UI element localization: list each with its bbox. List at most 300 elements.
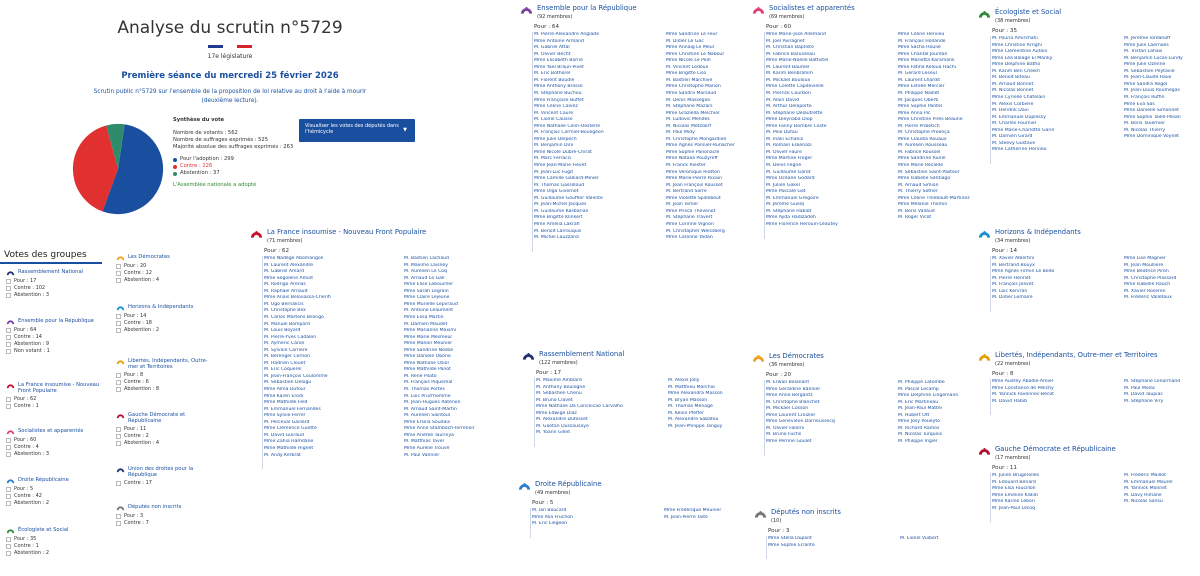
deputy-link[interactable]: M. Vincent Caure [534,110,574,116]
deputy-link[interactable]: M. Bérenger Cernon [264,354,310,360]
deputy-link[interactable]: M. Stéphane Hablot [766,208,812,214]
deputy-link[interactable]: M. Jean-Luc Fugit [534,169,574,175]
deputy-link[interactable]: M. Raphaël Arnault [264,288,308,294]
deputy-link[interactable]: M. Michel Lauzzana [534,235,579,241]
deputy-link[interactable]: Mme Nathalie Oziol [404,360,449,366]
deputy-link[interactable]: M. Ludovic Mendes [666,117,710,123]
deputy-link[interactable]: Mme Élise Leboucher [404,282,453,288]
deputy-link[interactable]: M. Bastien Marchive [666,77,713,83]
deputy-link[interactable]: M. Damien Maudet [404,321,448,327]
deputy-link[interactable]: Mme Marie-José Allemand [766,32,826,38]
deputy-link[interactable]: Mme Alia Fruchon [532,514,573,520]
deputy-link[interactable]: Mme Béatrice Piron [1124,269,1169,275]
group-name-row[interactable] [116,304,212,311]
deputy-link[interactable]: Mme Julie Laernoes [1124,42,1169,48]
deputy-link[interactable]: Mme Violette Spillebout [666,195,721,201]
deputy-link[interactable]: Mme Ersilia Soudais [404,419,451,425]
deputy-link[interactable]: M. Didier Le Gac [666,38,704,44]
deputy-link[interactable]: M. François Hollande [898,38,946,44]
deputy-link[interactable]: M. Ugo Bernalicis [264,301,304,307]
deputy-link[interactable]: M. Denis Masséglia [666,97,710,103]
deputy-link[interactable]: Mme Anthony Brosse [534,84,583,90]
deputy-link[interactable]: M. Jérémie Iordanoff [1124,36,1171,42]
deputy-link[interactable]: Mme Sandrine Nosbé [404,347,454,353]
deputy-link[interactable]: Mme Danièle Obono [404,354,451,360]
group-name-link[interactable]: La France insoumise - Nouveau Front Populaire [18,382,100,394]
deputy-link[interactable]: Mme Marie Récalde [898,163,944,169]
group-name-row[interactable] [116,412,212,424]
deputy-link[interactable]: M. Jean-Hugues Ratenon [404,400,461,406]
deputy-link[interactable]: M. Jean-François Coulomme [264,373,328,379]
deputy-link[interactable]: M. Christophe Mongardien [666,136,727,142]
deputy-link[interactable]: M. Thomas Portes [404,387,445,393]
deputy-link[interactable]: M. Jean-Michel Jacques [534,202,587,208]
deputy-link[interactable]: M. Frédéric Maillot [1124,473,1166,479]
deputy-link[interactable]: M. Steevy Gustave [992,140,1036,146]
deputy-link[interactable]: Mme Sylvie Ferrer [264,413,306,419]
deputy-link[interactable]: M. Philippe Vigier [898,439,938,445]
group-name-row[interactable] [6,382,102,394]
deputy-link[interactable]: Mme Christine Arrighi [992,42,1042,48]
deputy-link[interactable]: Mme Caroline Yadan [666,235,713,241]
deputy-link[interactable]: M. Hubert Ott [898,412,930,418]
deputy-link[interactable]: M. Éric Coquerel [264,367,302,373]
deputy-link[interactable]: M. Benjamin Dirx [534,143,574,149]
deputy-link[interactable]: M. Karim Ben Cheïkh [992,68,1040,74]
deputy-link[interactable]: M. David Taupiac [1124,392,1163,398]
deputy-link[interactable]: M. Lionel Vuibert [900,536,939,542]
deputy-link[interactable]: M. Mickaël Cosson [766,406,809,412]
deputy-link[interactable]: Mme Estelle Mercier [898,84,945,90]
deputy-link[interactable]: Mme Andrée Taurinya [404,432,454,438]
deputy-link[interactable]: Mme Océane Godard [766,176,815,182]
deputy-link[interactable]: M. Sylvain Carrière [264,347,308,353]
deputy-link[interactable]: Mme Nicole Dubré-Chirat [534,149,592,155]
deputy-link[interactable]: Mme Corinne Vignon [666,221,714,227]
deputy-link[interactable]: M. Gérard Leseul [898,71,937,77]
deputy-link[interactable]: Mme Fatiha Keloua Hachi [898,64,956,70]
group-name-row[interactable] [116,358,212,370]
deputy-link[interactable]: Mme Florence Herouin-Léautey [766,221,838,227]
deputy-link[interactable]: M. Xavier Roseren [1124,288,1166,294]
deputy-link[interactable]: M. Sébastien Saint-Pasteur [898,169,960,175]
deputy-link[interactable]: Mme Nathalie Da Conceicao Carvalho [536,404,623,410]
deputy-link[interactable]: Mme Sandra Regol [1124,81,1168,87]
deputy-link[interactable]: M. Thomas Ménagé [668,404,713,410]
deputy-link[interactable]: M. Aurélien Le Coq [404,269,448,275]
deputy-link[interactable]: M. Olivier Becht [534,51,571,57]
deputy-link[interactable]: M. Stéphane Buchou [534,91,582,97]
deputy-link[interactable]: M. Jean-Paul Mattei [898,406,942,412]
deputy-link[interactable]: Mme Fanny Dombre Coste [766,123,827,129]
deputy-link[interactable]: M. Christophe Plassard [1124,275,1177,281]
deputy-link[interactable]: Mme Mathilde Panot [404,367,451,373]
deputy-link[interactable]: Mme Ayda Hadizadeh [766,215,816,221]
deputy-link[interactable]: M. Édouard Bénard [992,479,1036,485]
deputy-link[interactable]: M. Jean-Philippe Tanguy [668,423,723,429]
deputy-link[interactable]: M. Andy Kerbrat [264,452,301,458]
group-name-link[interactable]: Rassemblement National [18,269,84,275]
deputy-link[interactable]: M. Didier Lemaire [992,295,1033,301]
deputy-link[interactable]: M. Matthieu Marchio [668,384,715,390]
deputy-link[interactable]: Mme Amélia Lakrafi [534,221,580,227]
deputy-link[interactable]: M. Christopher Weissberg [666,228,725,234]
deputy-link[interactable]: M. Christian Baptiste [766,45,814,51]
deputy-link[interactable]: M. Gaëtan Dussausaye [536,423,589,429]
deputy-link[interactable]: Mme Lise Magnier [1124,256,1166,262]
group-name-link[interactable]: Ensemble pour la République [18,318,94,324]
deputy-link[interactable]: M. Sébastien Delogu [264,380,312,386]
deputy-link[interactable]: M. Stéphane Delautrette [766,110,823,116]
group-name-link[interactable]: Députés non inscrits [128,504,182,510]
deputy-link[interactable]: M. Roger Vicot [898,215,932,221]
group-name-link[interactable]: Ensemble pour la République [537,4,637,12]
deputy-link[interactable]: M. Arthur Delaporte [766,104,812,110]
deputy-link[interactable]: M. Loïc Kervran [992,288,1028,294]
deputy-link[interactable]: Mme Agnès Firmin Le Bodo [992,269,1055,275]
deputy-link[interactable]: Mme Dieynaba Diop [766,117,813,123]
deputy-link[interactable]: M. Bertrand Sorre [666,189,707,195]
deputy-link[interactable]: M. Pierre Henriet [992,275,1031,281]
deputy-link[interactable]: M. Arnaud Bonnet [992,81,1034,87]
deputy-link[interactable]: Mme Mathilde Hignet [264,445,314,451]
deputy-link[interactable]: M. Alexandre Sabatou [668,417,719,423]
deputy-link[interactable]: Mme Clémence Guetté [264,426,317,432]
group-name-link[interactable]: Horizons & Indépendants [128,304,194,310]
deputy-link[interactable]: M. Julien Brugerolles [992,473,1039,479]
deputy-link[interactable]: M. Éric Bothorel [534,71,571,77]
group-name-link[interactable]: Écologiste et Social [995,8,1062,16]
deputy-link[interactable]: M. Stéphane Travert [666,215,713,221]
group-name-row[interactable] [6,318,102,325]
deputy-link[interactable]: Mme Karen Erodi [264,393,304,399]
deputy-link[interactable]: M. Philippe Naillet [898,91,940,97]
deputy-link[interactable]: Mme Elsa Faucillon [992,486,1036,492]
deputy-link[interactable]: Mme Catherine Hervieu [992,147,1047,153]
deputy-link[interactable]: Mme Alma Dufour [264,387,306,393]
deputy-link[interactable]: Mme Sandrine Le Feur [666,32,718,38]
deputy-link[interactable]: M. Laurent Baumel [766,64,810,70]
deputy-link[interactable]: M. Denis Fégné [766,163,802,169]
deputy-link[interactable]: Mme Sandra Marsaud [666,91,717,97]
deputy-link[interactable]: M. Jérôme Guedj [766,202,804,208]
group-name-link[interactable]: Rassemblement National [539,350,625,358]
deputy-link[interactable]: M. Arnaud Simion [898,182,939,188]
deputy-link[interactable]: Mme Véronique Riotton [666,169,720,175]
deputy-link[interactable]: Mme Frédérique Meunier [664,508,722,514]
deputy-link[interactable]: M. Paul Molac [1124,385,1156,391]
deputy-link[interactable]: Mme Annaïg Le Meur [666,45,715,51]
deputy-link[interactable]: M. Éric Liégeon [532,521,568,527]
deputy-link[interactable]: M. Antoine Léaument [404,308,454,314]
group-name-row[interactable] [116,254,212,261]
group-name-link[interactable]: Écologiste et Social [18,527,69,533]
group-name-row[interactable] [116,504,212,511]
group-name-row[interactable] [6,477,102,484]
deputy-link[interactable]: Mme Marianne Maximi [404,328,457,334]
deputy-link[interactable]: M. Bryan Masson [668,397,708,403]
deputy-link[interactable]: M. Joël Aviragnet [766,38,805,44]
deputy-link[interactable]: M. Stéphane Lenormand [1124,379,1181,385]
deputy-link[interactable]: Mme Emeline K/Bidi [992,492,1038,498]
deputy-link[interactable]: Mme Delphine Batho [992,62,1041,68]
deputy-link[interactable]: M. Pierre-Yves Cadalen [264,334,317,340]
deputy-link[interactable]: M. Hadrien Clouet [264,360,306,366]
deputy-link[interactable]: Mme Chantal Jourdan [898,51,948,57]
deputy-link[interactable]: Mme Danielle Simonnet [1124,108,1179,114]
deputy-link[interactable]: M. Carlos Martens Bilongo [264,315,324,321]
deputy-link[interactable]: M. Damien Girard [992,134,1033,140]
deputy-link[interactable]: M. Stéphane Viry [1124,398,1164,404]
deputy-link[interactable]: M. Arnaud Saint-Martin [404,406,457,412]
deputy-link[interactable]: Mme Jean-Marie Fiévet [534,163,587,169]
deputy-link[interactable]: Mme Aurélie Trouvé [404,445,450,451]
deputy-link[interactable]: M. Thierry Sother [898,189,938,195]
deputy-link[interactable]: M. Pouria Amirshahi [992,36,1038,42]
deputy-link[interactable]: M. Marc Ferracci [534,156,572,162]
deputy-link[interactable]: M. Bruno Clavet [536,397,573,403]
deputy-link[interactable]: M. Jean-Paul Lecoq [992,505,1036,511]
deputy-link[interactable]: Mme Martine Froger [766,156,813,162]
deputy-link[interactable]: M. Aurélien Rousseau [898,143,948,149]
deputy-link[interactable]: Mme Sophie Panonacle [666,149,720,155]
deputy-link[interactable]: M. Jacques Oberti [898,97,939,103]
deputy-link[interactable]: Mme Manon Meunier [404,341,453,347]
deputy-link[interactable]: M. Emmanuel Duplessy [992,114,1046,120]
deputy-link[interactable]: Mme Constance de Pélichy [992,385,1054,391]
deputy-link[interactable]: M. Peio Dufau [766,130,798,136]
deputy-link[interactable]: M. Bertrand Bouyx [992,262,1035,268]
deputy-link[interactable]: M. Karim Benbrahim [766,71,813,77]
deputy-link[interactable]: M. Guillaume Gouffier Valente [534,195,603,201]
deputy-link[interactable]: M. Romain Eskenazi [766,143,812,149]
deputy-link[interactable]: M. Alexis Jolly [668,378,700,384]
deputy-link[interactable]: M. Gabriel Attal [534,45,570,51]
deputy-link[interactable]: Mme Delphine Lingemann [898,393,959,399]
deputy-link[interactable]: M. Benoît Larrouquis [534,228,582,234]
deputy-link[interactable]: M. Rodrigo Arenas [264,282,306,288]
deputy-link[interactable]: Mme Stella Dupont [768,536,812,542]
deputy-link[interactable]: Mme Colette Capdevielle [766,84,824,90]
deputy-link[interactable]: Mme Isabelle Santiago [898,176,951,182]
deputy-link[interactable]: Mme Pascale Got [766,189,806,195]
deputy-link[interactable]: Mme Françoise Buffet [534,97,584,103]
deputy-link[interactable]: M. Pierre Pribetich [898,123,940,129]
deputy-link[interactable]: Mme Laurent Croizier [766,412,816,418]
deputy-link[interactable]: Mme Perrine Goulet [766,439,812,445]
deputy-link[interactable]: M. Erwan Balanant [766,380,810,386]
deputy-link[interactable]: Mme Anna Pic [898,110,931,116]
deputy-link[interactable]: M. Richard Ramos [898,425,940,431]
deputy-link[interactable]: M. David Habib [992,398,1027,404]
deputy-link[interactable]: M. Nicolas Thierry [1124,127,1166,133]
deputy-link[interactable]: Mme Céline Calvez [534,104,578,110]
deputy-link[interactable]: Mme Karine Lebon [992,499,1035,505]
deputy-link[interactable]: M. Alexis Corbière [992,101,1034,107]
deputy-link[interactable]: M. Maxime Laisney [404,262,448,268]
deputy-link[interactable]: M. Jean François Rousset [666,182,723,188]
deputy-link[interactable]: M. Guillaume Kasbarian [534,208,589,214]
visualiser-hemicycle-button[interactable] [299,119,415,142]
deputy-link[interactable]: M. Nicolas Turquois [898,432,943,438]
group-name-row[interactable] [6,269,102,276]
deputy-link[interactable]: Mme Anaïs Belouassa-Cherifi [264,295,331,301]
deputy-link[interactable]: M. Laurent Lhardit [898,77,941,83]
deputy-link[interactable]: M. Yannick Monnet [1124,486,1167,492]
deputy-link[interactable]: Mme Julie Delpech [534,136,577,142]
deputy-link[interactable]: M. François Cormier-Bouligeon [534,130,604,136]
deputy-link[interactable]: Mme Julie Ozenne [1124,62,1166,68]
deputy-link[interactable]: Mme Céline Thiébault-Martinez [898,195,970,201]
scrutin-description-link[interactable]: Scrutin public n°5729 sur l'ensemble de la proposition de loi relative au droit à l'aide à mourir (deuxième lecture). [93,89,367,104]
deputy-link[interactable]: M. Aurélien Saintoul [404,413,451,419]
deputy-link[interactable]: Mme Audrey Abadie-Amiel [992,379,1053,385]
deputy-link[interactable]: Mme Eva Sas [1124,101,1155,107]
deputy-link[interactable]: Mme Marietta Karamanli [898,58,955,64]
deputy-link[interactable]: M. Ian Boucard [532,508,567,514]
deputy-link[interactable]: M. Xavier Albertini [992,256,1035,262]
deputy-link[interactable]: M. Charles Fournier [992,121,1037,127]
deputy-link[interactable]: Mme Olga Givernet [534,189,579,195]
deputy-link[interactable]: M. Sébastien Chenu [536,391,582,397]
deputy-link[interactable]: M. Franck Riester [666,163,706,169]
deputy-link[interactable]: M. Inaki Echaniz [766,136,804,142]
group-name-link[interactable]: Libertés, Indépendants, Outre-mer et Territoires [128,358,208,370]
deputy-link[interactable]: Mme Christine Pirès Beaune [898,117,963,123]
group-name-link[interactable]: Les Démocrates [128,254,170,260]
deputy-link[interactable]: Mme Nadège Abomangoli [264,256,324,262]
deputy-link[interactable]: M. Jean-Claude Raux [1124,75,1172,81]
deputy-link[interactable]: M. Emmanuel Grégoire [766,195,819,201]
deputy-link[interactable]: M. Arnaud Le Gall [404,275,445,281]
group-name-link[interactable]: Socialistes et apparentés [769,4,855,12]
deputy-link[interactable]: M. Mickaël Bouloux [766,77,811,83]
deputy-link[interactable]: M. Sébastien Peytavie [1124,68,1175,74]
deputy-link[interactable]: M. Éric Martineau [898,399,939,405]
deputy-link[interactable]: Mme Mathilde Feld [264,400,308,406]
deputy-link[interactable]: M. Julien Gokel [766,182,800,188]
deputy-link[interactable]: Mme Céline Hervieu [898,32,945,38]
group-name-row[interactable] [6,527,102,534]
deputy-link[interactable]: M. Maxime Amblard [536,378,582,384]
deputy-link[interactable]: M. Jean Moulliere [1124,262,1164,268]
deputy-link[interactable]: M. Kévin Pfeffer [668,410,704,416]
deputy-link[interactable]: M. Fabrice Roussel [898,149,941,155]
deputy-link[interactable]: M. René Pilato [404,373,437,379]
deputy-link[interactable]: Mme Nicole Le Peih [666,58,711,64]
deputy-link[interactable]: Mme Graziella Melchior [666,110,720,116]
deputy-link[interactable]: M. Yannick Favennec-Bécot [992,392,1054,398]
deputy-link[interactable]: M. Nicolas Bonnet [992,88,1034,94]
deputy-link[interactable]: M. Fabrice Barusseau [766,51,815,57]
group-name-link[interactable]: Les Démocrates [769,352,824,360]
deputy-link[interactable]: Mme Christine Le Nabour [666,51,725,57]
deputy-link[interactable]: Mme Géraldine Bannier [766,386,821,392]
group-name-row[interactable] [116,466,212,478]
deputy-link[interactable]: Mme Brigitte Liso [666,71,707,77]
deputy-link[interactable]: M. Pascal Lecamp [898,386,939,392]
deputy-link[interactable]: M. Emmanuel Fernandes [264,406,321,412]
deputy-link[interactable]: Mme Prisca Thevenot [666,208,716,214]
deputy-link[interactable]: M. Nicolas Sansu [1124,499,1163,505]
deputy-link[interactable]: Mme Marie-Pierre Rixain [666,176,722,182]
deputy-link[interactable]: Mme Sophie Errante [768,542,815,548]
deputy-link[interactable]: M. Jean-Pierre Taite [664,514,708,520]
deputy-link[interactable]: M. Benjamin Lucas-Lundy [1124,55,1183,61]
deputy-link[interactable]: M. Stéphane Mazars [666,104,713,110]
group-name-link[interactable]: Union des droites pour la République [128,466,194,478]
deputy-link[interactable]: Mme Anne Stambach-Terrenoir [404,426,475,432]
deputy-link[interactable]: Mme Yaël Braun-Pivet [534,64,584,70]
deputy-link[interactable]: M. Anthony Boulogne [536,384,586,390]
deputy-link[interactable]: M. Tristan Lahais [1124,49,1163,55]
deputy-link[interactable]: M. Yoann Gillet [536,430,571,436]
deputy-link[interactable]: M. Paul Vannier [404,452,440,458]
group-name-link[interactable]: Droite Républicaine [18,477,69,483]
deputy-link[interactable]: M. Boris Tavernier [1124,121,1165,127]
deputy-link[interactable]: Mme Nathalie Colin-Oesterlé [534,123,601,129]
deputy-link[interactable]: M. Davy Rimane [1124,492,1162,498]
deputy-link[interactable]: M. Nicolas Metzdorf [666,123,712,129]
deputy-link[interactable]: M. Olivier Faure [766,149,802,155]
group-name-link[interactable]: Députés non inscrits [771,508,841,516]
group-name-link[interactable]: Libertés, Indépendants, Outre-mer et Territoires [995,351,1158,359]
deputy-link[interactable]: M. Florent Boudié [534,77,575,83]
deputy-link[interactable]: M. Paul Midy [666,130,695,136]
deputy-link[interactable]: Mme Edwige Diaz [536,410,577,416]
deputy-link[interactable]: M. Gabriel Amard [264,269,305,275]
group-name-link[interactable]: Horizons & Indépendants [995,228,1081,236]
deputy-link[interactable]: M. David Guiraud [264,432,304,438]
deputy-link[interactable]: M. Matthias Tavel [404,439,444,445]
deputy-link[interactable]: Mme Sophie Pantel [898,104,943,110]
deputy-link[interactable]: Mme Marie-Noëlle Battistel [766,58,829,64]
deputy-link[interactable]: Mme Brigitte Klinkert [534,215,583,221]
deputy-link[interactable]: M. Laurent Alexandre [264,262,314,268]
deputy-link[interactable]: Mme Geneviève Darrieussecq [766,419,835,425]
deputy-link[interactable]: Mme Élisabeth Borne [534,58,583,64]
deputy-link[interactable]: M. Hendrik Davi [992,108,1029,114]
deputy-link[interactable]: M. François Ruffin [1124,95,1165,101]
deputy-link[interactable]: M. Manuel Bompard [264,321,310,327]
deputy-link[interactable]: Mme Dominique Voynet [1124,134,1179,140]
deputy-link[interactable]: Mme Élisa Martin [404,315,444,321]
deputy-link[interactable]: Mme Clémentine Autain [992,49,1048,55]
deputy-link[interactable]: Mme Ségolène Amiot [264,275,313,281]
deputy-link[interactable]: Mme Alexandra Masson [668,391,723,397]
deputy-link[interactable]: M. François Piquemal [404,380,453,386]
deputy-link[interactable]: Mme Marie Mesmeur [404,334,453,340]
deputy-link[interactable]: Mme Anne Bergantz [766,393,813,399]
deputy-link[interactable]: M. Frédéric Valletoux [1124,295,1172,301]
group-name-link[interactable]: Gauche Démocrate et Républicaine [995,445,1116,453]
group-name-link[interactable]: Droite Républicaine [535,480,602,488]
deputy-link[interactable]: Mme Claudia Rouaux [898,136,947,142]
deputy-link[interactable]: M. Louis Boyard [264,328,301,334]
deputy-link[interactable]: M. Thomas Gassilloud [534,182,585,188]
deputy-link[interactable]: M. Christophe Blanchet [766,399,820,405]
deputy-link[interactable]: M. Benoît Biteau [992,75,1030,81]
deputy-link[interactable]: M. Loïc Prud'homme [404,393,451,399]
deputy-link[interactable]: M. Boris Vallaud [898,208,935,214]
deputy-link[interactable]: M. Pierrick Courbon [766,91,811,97]
group-name-link[interactable]: Gauche Démocrate et Républicaine [128,412,186,424]
deputy-link[interactable]: Mme Sophie Taillé-Polian [1124,114,1181,120]
deputy-link[interactable]: M. Aymeric Caron [264,341,305,347]
deputy-link[interactable]: Mme Mélanie Thomin [898,202,948,208]
deputy-link[interactable]: Mme Isabelle Rauch [1124,282,1171,288]
group-name-link[interactable]: Socialistes et apparentés [18,428,84,434]
